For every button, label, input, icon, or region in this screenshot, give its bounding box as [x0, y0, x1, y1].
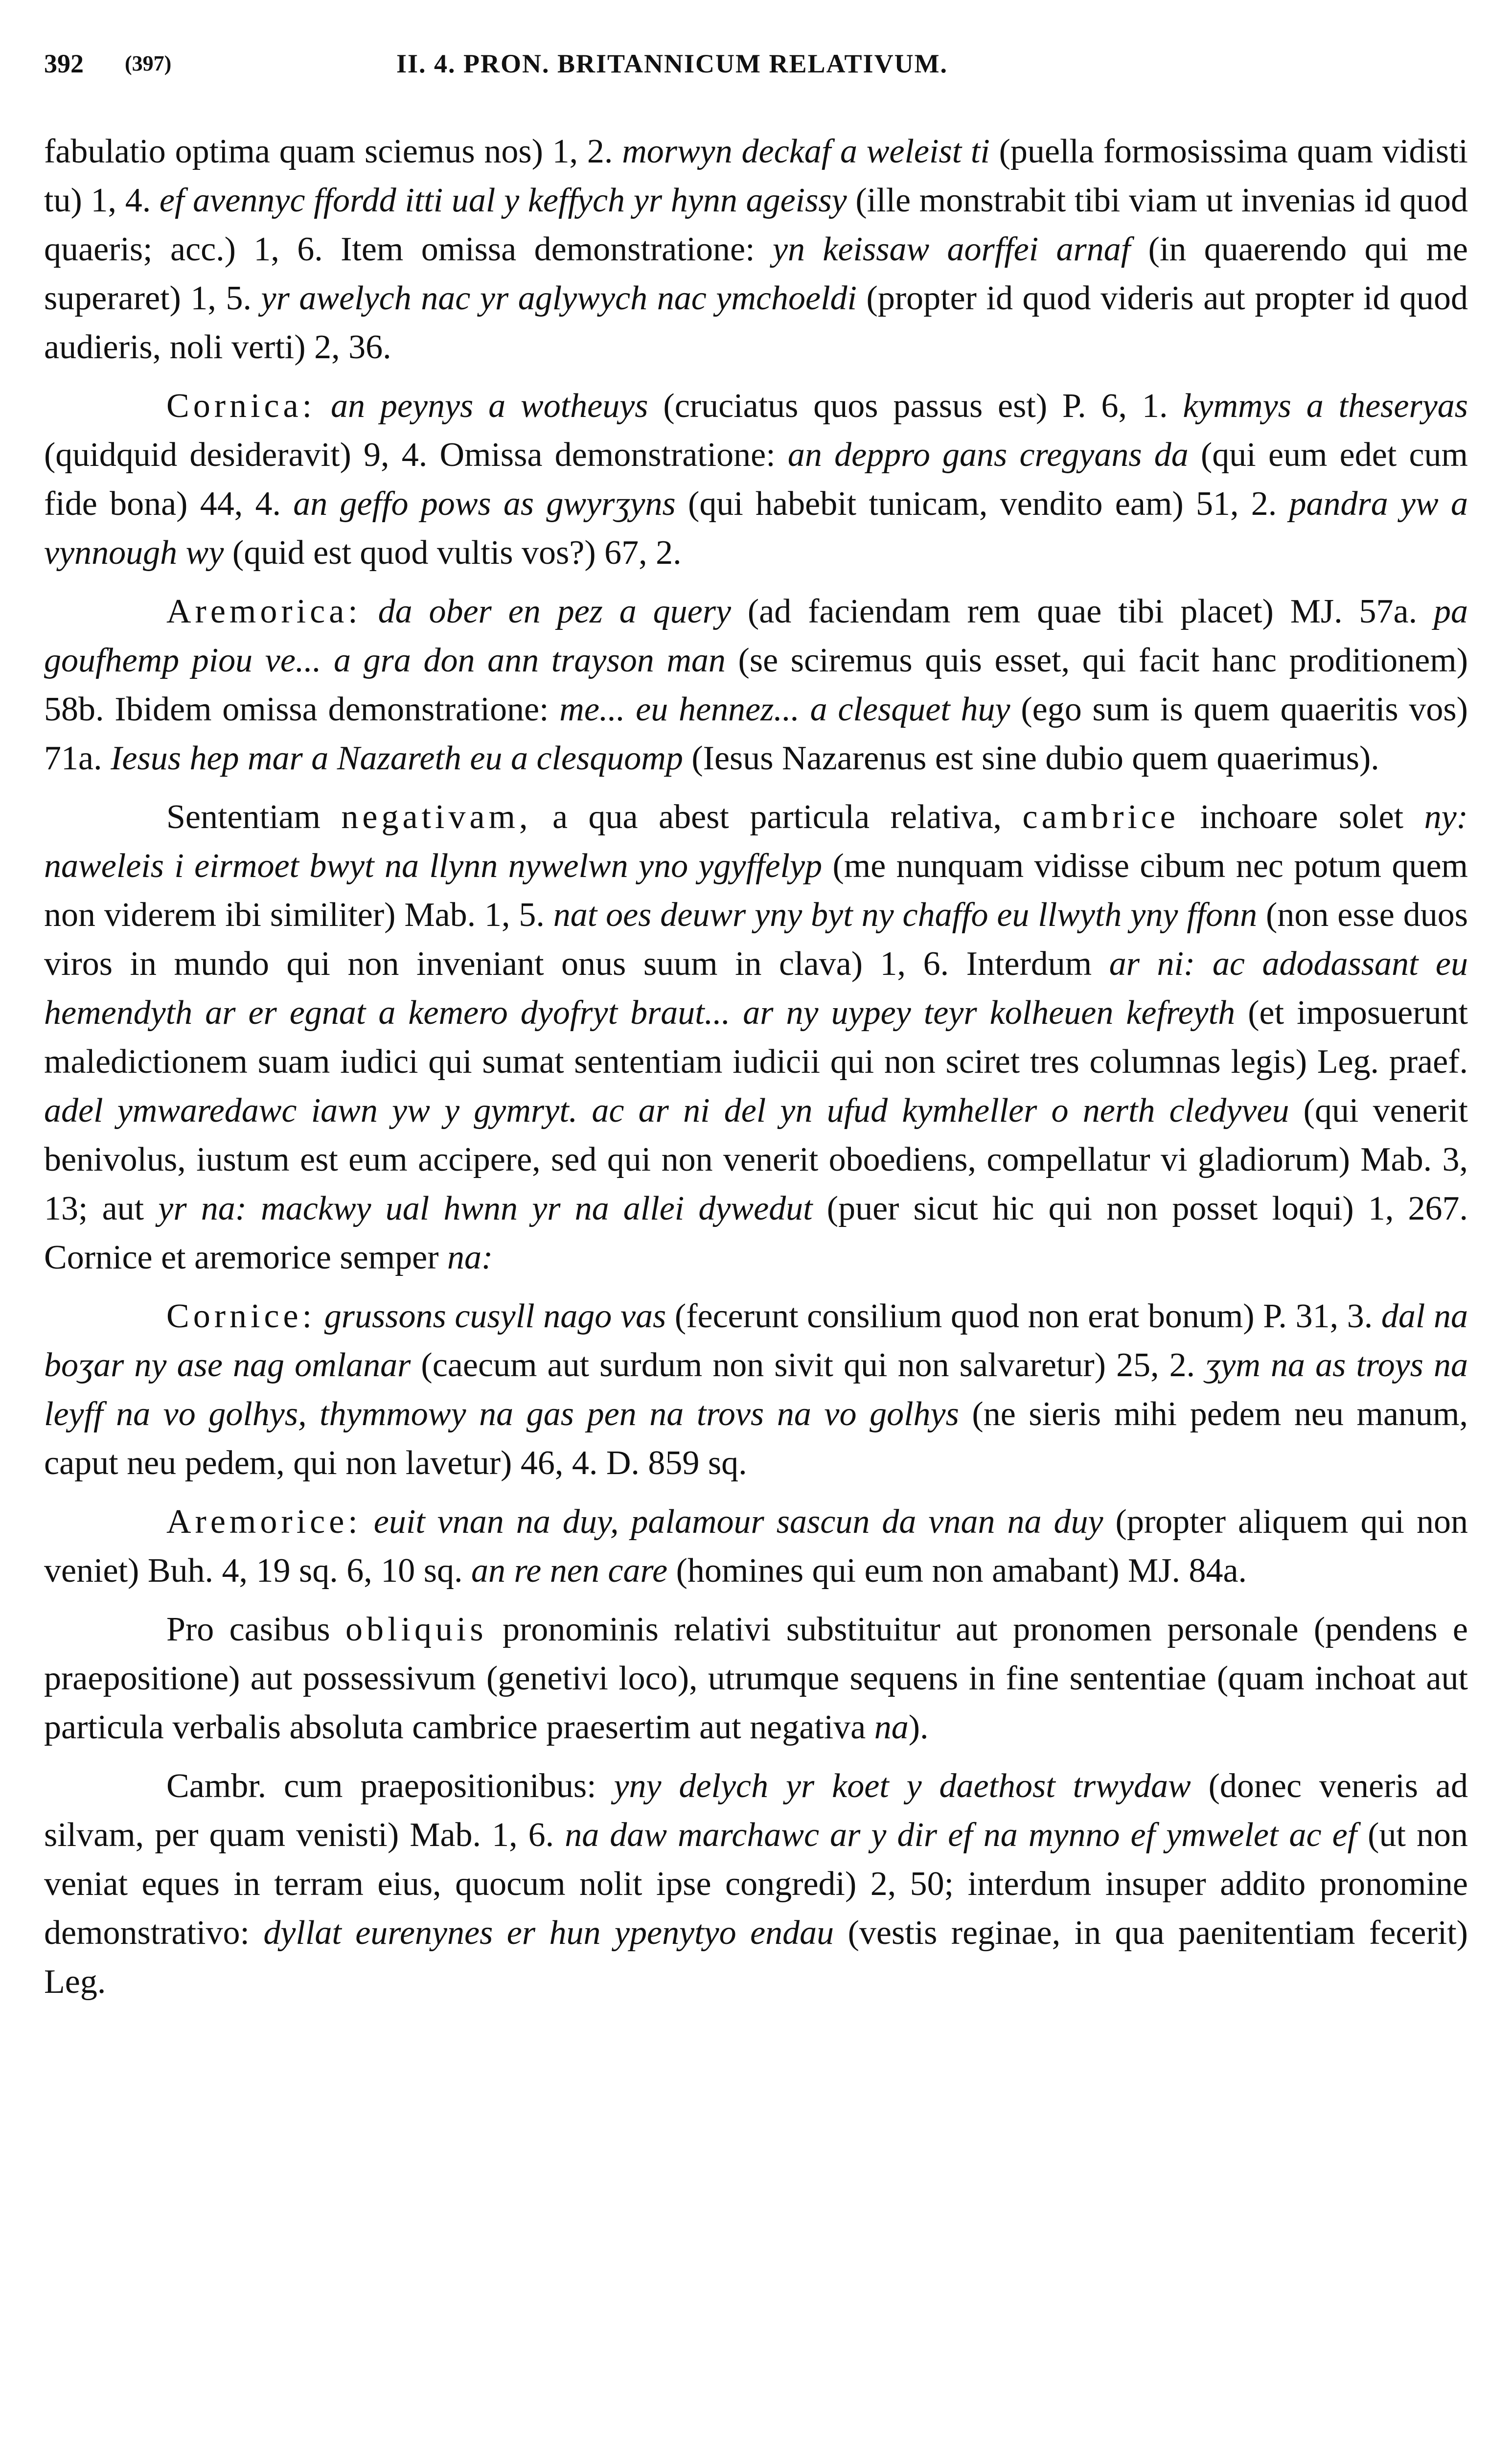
paragraph	[44, 382, 1468, 577]
celtic-quotation: Iesus hep mar a Nazareth eu a clesquomp	[111, 739, 683, 777]
latin-text: a qua abest particula relativa,	[531, 798, 1023, 836]
original-page-number: (397)	[125, 51, 172, 75]
latin-text: (in quaerendo qui me superaret) 1, 5.	[44, 231, 1468, 317]
running-header	[44, 34, 1468, 93]
celtic-quotation: an geffo pows as gwyrʒyns	[293, 485, 676, 523]
celtic-quotation: ʒym na as troys na leyff na vo golhys, thymmowy na gas pen na trovs na vo golhys	[44, 1346, 1468, 1433]
latin-text: (puella formosissima quam vidisti tu) 1, 4.	[44, 133, 1468, 219]
latin-text: Sententiam	[166, 798, 342, 836]
celtic-quotation: nat oes deuwr yny byt ny chaffo eu llwyth yny ffonn	[553, 896, 1258, 934]
celtic-quotation: na	[874, 1708, 909, 1746]
dialect-label: obliquis	[345, 1611, 487, 1648]
latin-text: (vestis reginae, in qua paenitentiam fecerit) Leg.	[44, 1914, 1468, 2001]
section-number: II. 4.	[396, 49, 456, 78]
latin-text: (quidquid desideravit) 9, 4. Omissa demonstratione:	[44, 436, 788, 474]
dialect-label: Cornice:	[166, 1297, 316, 1335]
celtic-quotation: ar ni:	[1109, 945, 1195, 983]
celtic-quotation: yr awelych nac yr aglywych nac ymchoeldi	[261, 279, 857, 317]
celtic-quotation: kymmys a theseryas	[1183, 387, 1468, 425]
latin-text: (Iesus Nazarenus est sine dubio quem quaerimus).	[683, 739, 1379, 777]
latin-text: (homines qui eum non amabant) MJ. 84a.	[667, 1552, 1247, 1590]
latin-text: (ad faciendam rem quae tibi placet) MJ. 57a.	[731, 593, 1434, 630]
latin-text: pronominis relativi substituitur aut pronomen personale (pendens e praepositione) aut possessivum (genetivi loco), utrumque sequens in fine sententiae (quam inchoat aut particula verbalis absoluta cambrice praesertim aut negativa	[44, 1611, 1468, 1746]
latin-text	[316, 387, 331, 425]
latin-text	[316, 1297, 324, 1335]
celtic-quotation: yn keissaw aorffei arnaf	[772, 231, 1131, 268]
celtic-quotation: an deppro gans cregyans da	[787, 436, 1189, 474]
paragraph	[44, 1498, 1468, 1595]
celtic-quotation: morwyn deckaf a weleist ti	[622, 133, 990, 170]
latin-text: (caecum aut surdum non sivit qui non salvaretur) 25, 2.	[411, 1346, 1206, 1384]
latin-text: (qui venerit benivolus, iustum est eum accipere, sed qui non venerit oboediens, compellatur vi gladiorum) Mab. 3, 13; aut	[44, 1092, 1468, 1227]
section-title: PRON. BRITANNICUM RELATIVUM.	[463, 49, 948, 78]
celtic-quotation: ef avennyc ffordd itti ual y keffych yr hynn ageissy	[159, 182, 847, 219]
latin-text: (cruciatus quos passus est) P. 6, 1.	[648, 387, 1183, 425]
latin-text: Cambr. cum praepositionibus:	[166, 1767, 614, 1805]
dialect-label: cambrice	[1022, 798, 1179, 836]
latin-text: Pro casibus	[166, 1611, 346, 1648]
celtic-quotation: an re nen care	[471, 1552, 668, 1590]
dialect-label: Cornica:	[166, 387, 316, 425]
dialect-label: negativam,	[341, 798, 532, 836]
latin-text: (puer sicut hic qui non posset loqui) 1, 267. Cornice et aremorice semper	[44, 1190, 1468, 1276]
celtic-quotation: da ober en pez a query	[378, 593, 732, 630]
paragraph	[44, 1762, 1468, 2007]
latin-text: (ne sieris mihi pedem neu manum, caput neu pedem, qui non lavetur) 46, 4. D. 859 sq.	[44, 1395, 1468, 1482]
paragraph	[44, 587, 1468, 783]
celtic-quotation: na:	[447, 1239, 493, 1276]
celtic-quotation: ac adodassant eu hemendyth ar er egnat a kemero dyofryt braut... ar ny uypey teyr kolheuen kefreyth	[44, 945, 1468, 1032]
celtic-quotation: adel ymwaredawc iawn yw y gymryt. ac ar ni del yn ufud kymheller o nerth cledyveu	[44, 1092, 1289, 1130]
latin-text: (non esse duos viros in mundo qui non inveniant onus suum in clava) 1, 6. Interdum	[44, 896, 1468, 983]
latin-text: (propter id quod videris aut propter id quod audieris, noli verti) 2, 36.	[44, 279, 1468, 366]
latin-text: (qui habebit tunicam, vendito eam) 51, 2.	[675, 485, 1289, 523]
latin-text: (propter aliquem qui non veniet) Buh. 4, 19 sq. 6, 10 sq.	[44, 1503, 1468, 1590]
latin-text	[362, 1503, 374, 1541]
dialect-label: Aremorica:	[166, 593, 362, 630]
celtic-quotation: euit vnan na duy, palamour sascun da vnan na duy	[373, 1503, 1103, 1541]
paragraph	[44, 1605, 1468, 1752]
celtic-quotation: dyllat eurenynes er hun ypenytyo endau	[263, 1914, 834, 1952]
celtic-quotation: ny:	[1424, 798, 1468, 836]
latin-text: inchoare solet	[1179, 798, 1424, 836]
latin-text: (donec veneris ad silvam, per quam venisti) Mab. 1, 6.	[44, 1767, 1468, 1854]
latin-text: (et imposuerunt maledictionem suam iudici qui sumat sententiam iudicii qui non sciret tres columnas legis) Leg. praef.	[44, 994, 1468, 1081]
celtic-quotation: pa goufhemp piou ve... a gra don ann trayson man	[44, 593, 1468, 679]
latin-text: (ille monstrabit tibi viam ut invenias id quod quaeris; acc.) 1, 6. Item omissa demonstratione:	[44, 182, 1468, 268]
latin-text	[1195, 945, 1213, 983]
dialect-label: Aremorice:	[166, 1503, 362, 1541]
celtic-quotation: me... eu hennez... a clesquet huy	[559, 691, 1010, 728]
latin-text: (qui eum edet cum fide bona) 44, 4.	[44, 436, 1468, 523]
celtic-quotation: na daw marchawc ar y dir ef na mynno ef ymwelet ac ef	[565, 1816, 1357, 1854]
celtic-quotation: naweleis i eirmoet bwyt na llynn nywelwn yno ygyffelyp	[44, 847, 823, 885]
latin-text: (se sciremus quis esset, qui facit hanc proditionem) 58b. Ibidem omissa demonstratione:	[44, 642, 1468, 728]
latin-text: (me nunquam vidisse cibum nec potum quem non viderem ibi similiter) Mab. 1, 5.	[44, 847, 1468, 934]
body-text	[44, 127, 1468, 2007]
paragraph	[44, 127, 1468, 372]
paragraph	[44, 793, 1468, 1282]
latin-text: (ego sum is quem quaeritis vos) 71a.	[44, 691, 1468, 777]
celtic-quotation: dal na boʒar ny ase nag omlanar	[44, 1297, 1468, 1384]
celtic-quotation: grussons cusyll nago vas	[324, 1297, 666, 1335]
latin-text: (fecerunt consilium quod non erat bonum) P. 31, 3.	[666, 1297, 1381, 1335]
latin-text: (quid est quod vultis vos?) 67, 2.	[224, 534, 682, 572]
latin-text: (ut non veniat eques in terram eius, quocum nolit ipse congredi) 2, 50; interdum insuper addito pronomine demonstrativo:	[44, 1816, 1468, 1952]
latin-text: fabulatio optima quam sciemus nos) 1, 2.	[44, 133, 622, 170]
running-title	[396, 34, 948, 93]
latin-text	[362, 593, 378, 630]
celtic-quotation: yny delych yr koet y daethost trwydaw	[614, 1767, 1191, 1805]
book-page	[44, 34, 1468, 2432]
celtic-quotation: an peynys a wotheuys	[330, 387, 648, 425]
celtic-quotation: pandra yw a vynnough wy	[44, 485, 1468, 572]
page-number: 392	[44, 49, 84, 78]
latin-text: ).	[908, 1708, 929, 1746]
paragraph	[44, 1292, 1468, 1488]
celtic-quotation: yr na: mackwy ual hwnn yr na allei dywedut	[158, 1190, 813, 1227]
